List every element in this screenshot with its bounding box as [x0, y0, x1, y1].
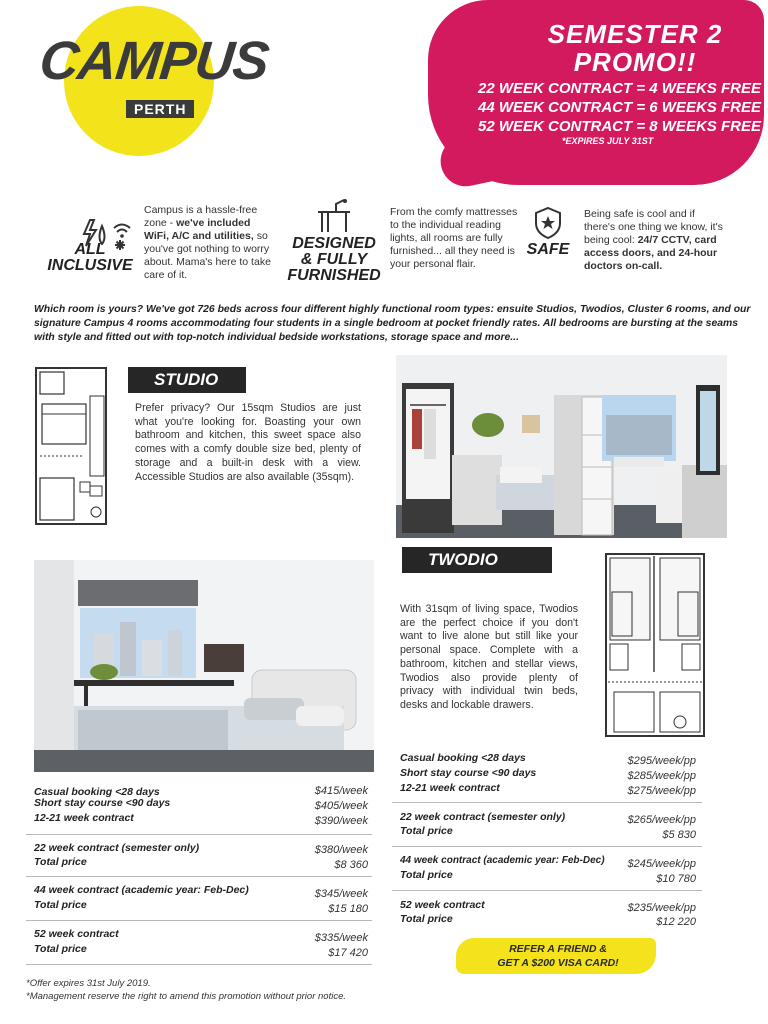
- feature-furnished-title2: & FULLY: [300, 251, 368, 268]
- feature-furnished-title3: FURNISHED: [287, 267, 381, 284]
- feature-all-inclusive-desc-a: Campus is a hassle-free zone -: [144, 204, 258, 229]
- desk-icon: [314, 198, 354, 234]
- studio-price-short-label: Short stay course <90 days: [34, 797, 171, 809]
- studio-price-52-total: $17 420: [328, 947, 368, 959]
- brand-city: PERTH: [126, 100, 194, 118]
- refer-line2: GET A $200 VISA CARD!: [497, 957, 619, 969]
- twodio-price-22-total: $5 830: [662, 829, 696, 841]
- refer-text: [468, 942, 648, 970]
- twodio-price-44-total-label: Total price: [400, 869, 453, 881]
- feature-all-inclusive-desc: [144, 204, 278, 282]
- promo-line-44: 44 WEEK CONTRACT = 6 WEEKS FREE: [478, 99, 761, 116]
- twodio-price-22-label: 22 week contract (semester only): [400, 811, 566, 823]
- studio-price-casual-label-text: Casual booking <28 days: [34, 786, 160, 798]
- intro-text: Which room is yours? We've got 726 beds across four different highly functional room types: ensuite Studios, Twodios, Cluster 6 rooms, and our signature Campus 4 rooms accommodating four students in a single bedroom at pocket friendly rates. All bedrooms are bursting at the seams with style and fitted out with top-notch individual bedside workstations, storage space and more...: [34, 304, 751, 343]
- feature-all-inclusive-desc-b: we've included WiFi, A/C and utilities,: [144, 217, 254, 242]
- promo-title: [500, 20, 768, 76]
- twodio-floor-plan: [604, 552, 706, 738]
- twodio-price-12-value: $275/week/pp: [627, 785, 696, 797]
- studio-room-photo: [34, 560, 374, 772]
- promo-line-52: 52 WEEK CONTRACT = 8 WEEKS FREE: [478, 118, 761, 135]
- studio-price-12-value: $390/week: [314, 815, 368, 827]
- twodio-heading: TWODIO: [402, 547, 552, 573]
- feature-safe-desc: [584, 208, 724, 273]
- refer-line1: REFER A FRIEND &: [509, 943, 607, 955]
- twodio-price-12-label: 12-21 week contract: [400, 782, 500, 794]
- twodio-price-22-value: $265/week/pp: [627, 814, 696, 826]
- twodio-description: With 31sqm of living space, Twodios are the perfect choice if you don't want to live alone but still like your personal space. Complete with a bathroom, kitchen and stellar views, Twodios also provide plenty of privacy with individual twin beds, desks and lockable drawers.: [400, 603, 578, 711]
- twodio-room-photo: [396, 355, 727, 538]
- footer-note-offer: *Offer expires 31st July 2019.: [26, 978, 151, 989]
- twodio-price-short-value: $285/week/pp: [627, 770, 696, 782]
- studio-price-44-label: 44 week contract (academic year: Feb-Dec): [34, 884, 249, 896]
- feature-safe-title: SAFE: [526, 241, 570, 258]
- twodio-price-casual-label: Casual booking <28 days: [400, 752, 526, 764]
- divider: [26, 920, 372, 921]
- footer-note-management: *Management reserve the right to amend this promotion without prior notice.: [26, 991, 346, 1002]
- twodio-price-short-label: Short stay course <90 days: [400, 767, 537, 779]
- studio-price-44-value: $345/week: [314, 888, 368, 900]
- brand-name: CAMPUS: [36, 31, 272, 91]
- twodio-price-44-label: 44 week contract (academic year: Feb-Dec): [400, 855, 605, 866]
- studio-price-22-total: $8 360: [334, 859, 368, 871]
- promo-expires: *EXPIRES JULY 31ST: [562, 136, 654, 146]
- studio-price-52-total-label: Total price: [34, 943, 87, 955]
- studio-price-casual-value: $415/week: [314, 785, 368, 797]
- feature-furnished-desc: From the comfy mattresses to the individual reading lights, all rooms are fully furnished... all they need is your personal flair.: [390, 206, 518, 270]
- studio-heading: STUDIO: [128, 367, 246, 393]
- feature-safe-desc-b: 24/7 CCTV, card access doors, and 24-hour doctors on-call.: [584, 234, 718, 272]
- studio-price-52-value: $335/week: [314, 932, 368, 944]
- feature-safe-desc-a: Being safe is cool and if there's one thing we know, it's being cool:: [584, 208, 723, 246]
- studio-price-12-label: 12-21 week contract: [34, 812, 134, 824]
- divider: [26, 834, 372, 835]
- studio-price-short-value: $405/week: [314, 800, 368, 812]
- feature-furnished-title1: DESIGNED: [292, 235, 376, 252]
- studio-price-22-value: $380/week: [314, 844, 368, 856]
- feature-all-inclusive-title2: INCLUSIVE: [47, 257, 133, 274]
- twodio-price-casual-value: $295/week/pp: [627, 755, 696, 767]
- studio-description: Prefer privacy? Our 15sqm Studios are just what you're looking for. Boasting your own bathroom and kitchen, this sweet space also comes with a comfy double size bed, plenty of storage and a built-in desk with a view. Accessible Studios are also available (35sqm).: [135, 402, 361, 483]
- studio-price-22-total-label: Total price: [34, 856, 87, 868]
- divider: [392, 846, 702, 847]
- twodio-price-52-label: 52 week contract: [400, 899, 485, 911]
- studio-price-52-label: 52 week contract: [34, 928, 119, 940]
- divider: [26, 964, 372, 965]
- twodio-price-22-total-label: Total price: [400, 825, 453, 837]
- divider: [392, 890, 702, 891]
- shield-icon: [533, 206, 563, 240]
- feature-furnished-title: [282, 236, 386, 284]
- studio-price-22-label: 22 week contract (semester only): [34, 842, 200, 854]
- promo-line-22: 22 WEEK CONTRACT = 4 WEEKS FREE: [478, 80, 761, 97]
- promo-title-line2: PROMO!!: [573, 47, 697, 77]
- studio-floor-plan: [34, 366, 108, 526]
- studio-price-44-total-label: Total price: [34, 899, 87, 911]
- feature-all-inclusive-title1: ALL: [74, 241, 106, 258]
- promo-title-line1: SEMESTER 2: [547, 19, 723, 49]
- divider: [392, 802, 702, 803]
- studio-price-44-total: $15 180: [328, 903, 368, 915]
- twodio-price-44-total: $10 780: [656, 873, 696, 885]
- feature-all-inclusive-desc-c: so you've got nothing to worry about. Mama's here to take care of it.: [144, 230, 271, 281]
- twodio-price-52-total-label: Total price: [400, 913, 453, 925]
- twodio-price-44-value: $245/week/pp: [627, 858, 696, 870]
- twodio-price-52-total: $12 220: [656, 916, 696, 928]
- twodio-price-52-value: $235/week/pp: [627, 902, 696, 914]
- divider: [26, 876, 372, 877]
- feature-all-inclusive-title: [40, 242, 140, 274]
